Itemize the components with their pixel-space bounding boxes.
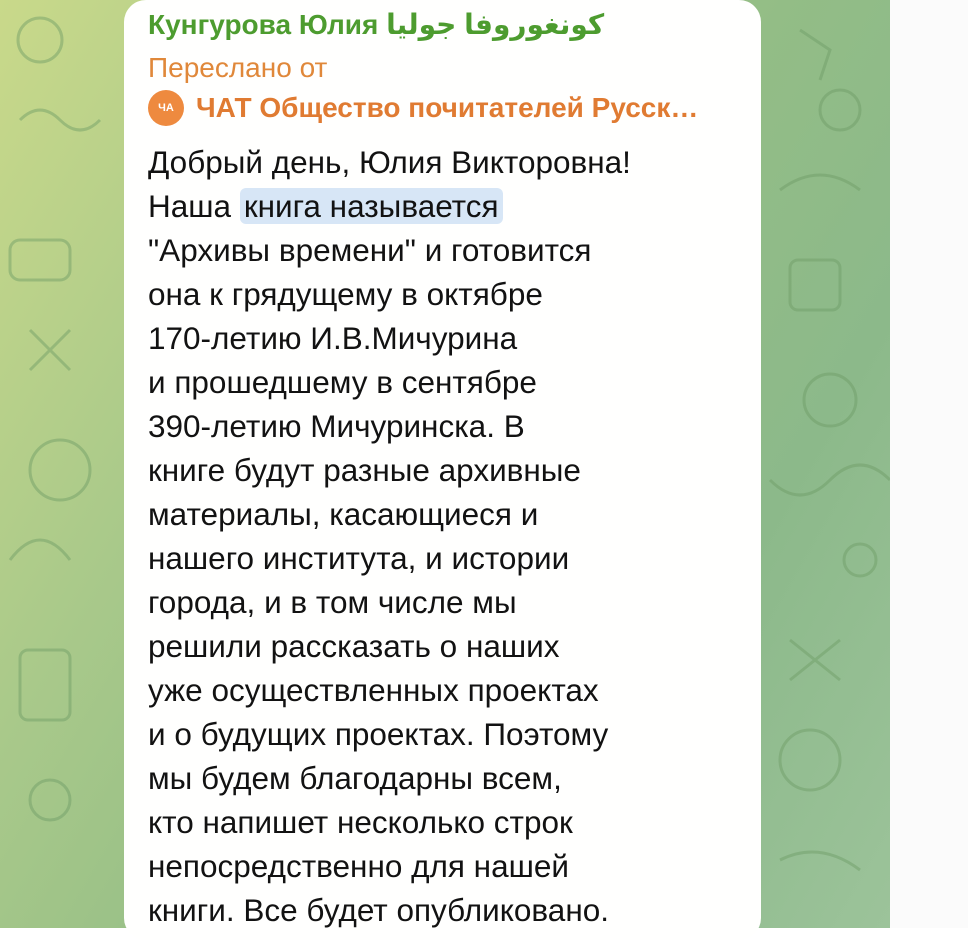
- right-panel-edge: [890, 0, 968, 928]
- message-line: "Архивы времени" и готовится: [148, 232, 592, 268]
- message-line: непосредственно для нашей: [148, 848, 569, 884]
- message-line: нашего института, и истории: [148, 540, 570, 576]
- message-line: мы будем благодарны всем,: [148, 760, 562, 796]
- message-line: материалы, касающиеся и: [148, 496, 539, 532]
- message-text[interactable]: [148, 140, 748, 932]
- message-line-start: Наша: [148, 188, 232, 224]
- message-line: решили рассказать о наших: [148, 628, 560, 664]
- message-line: Добрый день, Юлия Викторовна!: [148, 144, 631, 180]
- message-line: 170-летию И.В.Мичурина: [148, 320, 518, 356]
- message-line: она к грядущему в октябре: [148, 276, 543, 312]
- message-line: и о будущих проектах. Поэтому: [148, 716, 609, 752]
- channel-name[interactable]: ЧАТ Общество почитателей Русск…: [196, 92, 699, 123]
- channel-avatar[interactable]: ЧА: [148, 90, 184, 126]
- forwarded-from-channel[interactable]: [148, 88, 698, 128]
- message-line: книге будут разные архивные: [148, 452, 581, 488]
- message-line: города, и в том числе мы: [148, 584, 517, 620]
- message-line: кто напишет несколько строк: [148, 804, 573, 840]
- message-line: книги. Все будет опубликовано.: [148, 892, 609, 928]
- message-line: уже осуществленных проектах: [148, 672, 599, 708]
- text-selection-highlight[interactable]: книга называется: [240, 188, 503, 224]
- message-line: 390-летию Мичуринска. В: [148, 408, 525, 444]
- sender-name[interactable]: Кунгурова Юлия كونغوروفا جوليا: [148, 9, 605, 40]
- message-line: и прошедшему в сентябре: [148, 364, 537, 400]
- forwarded-label: Переслано от: [148, 52, 328, 83]
- message-line: [148, 184, 748, 228]
